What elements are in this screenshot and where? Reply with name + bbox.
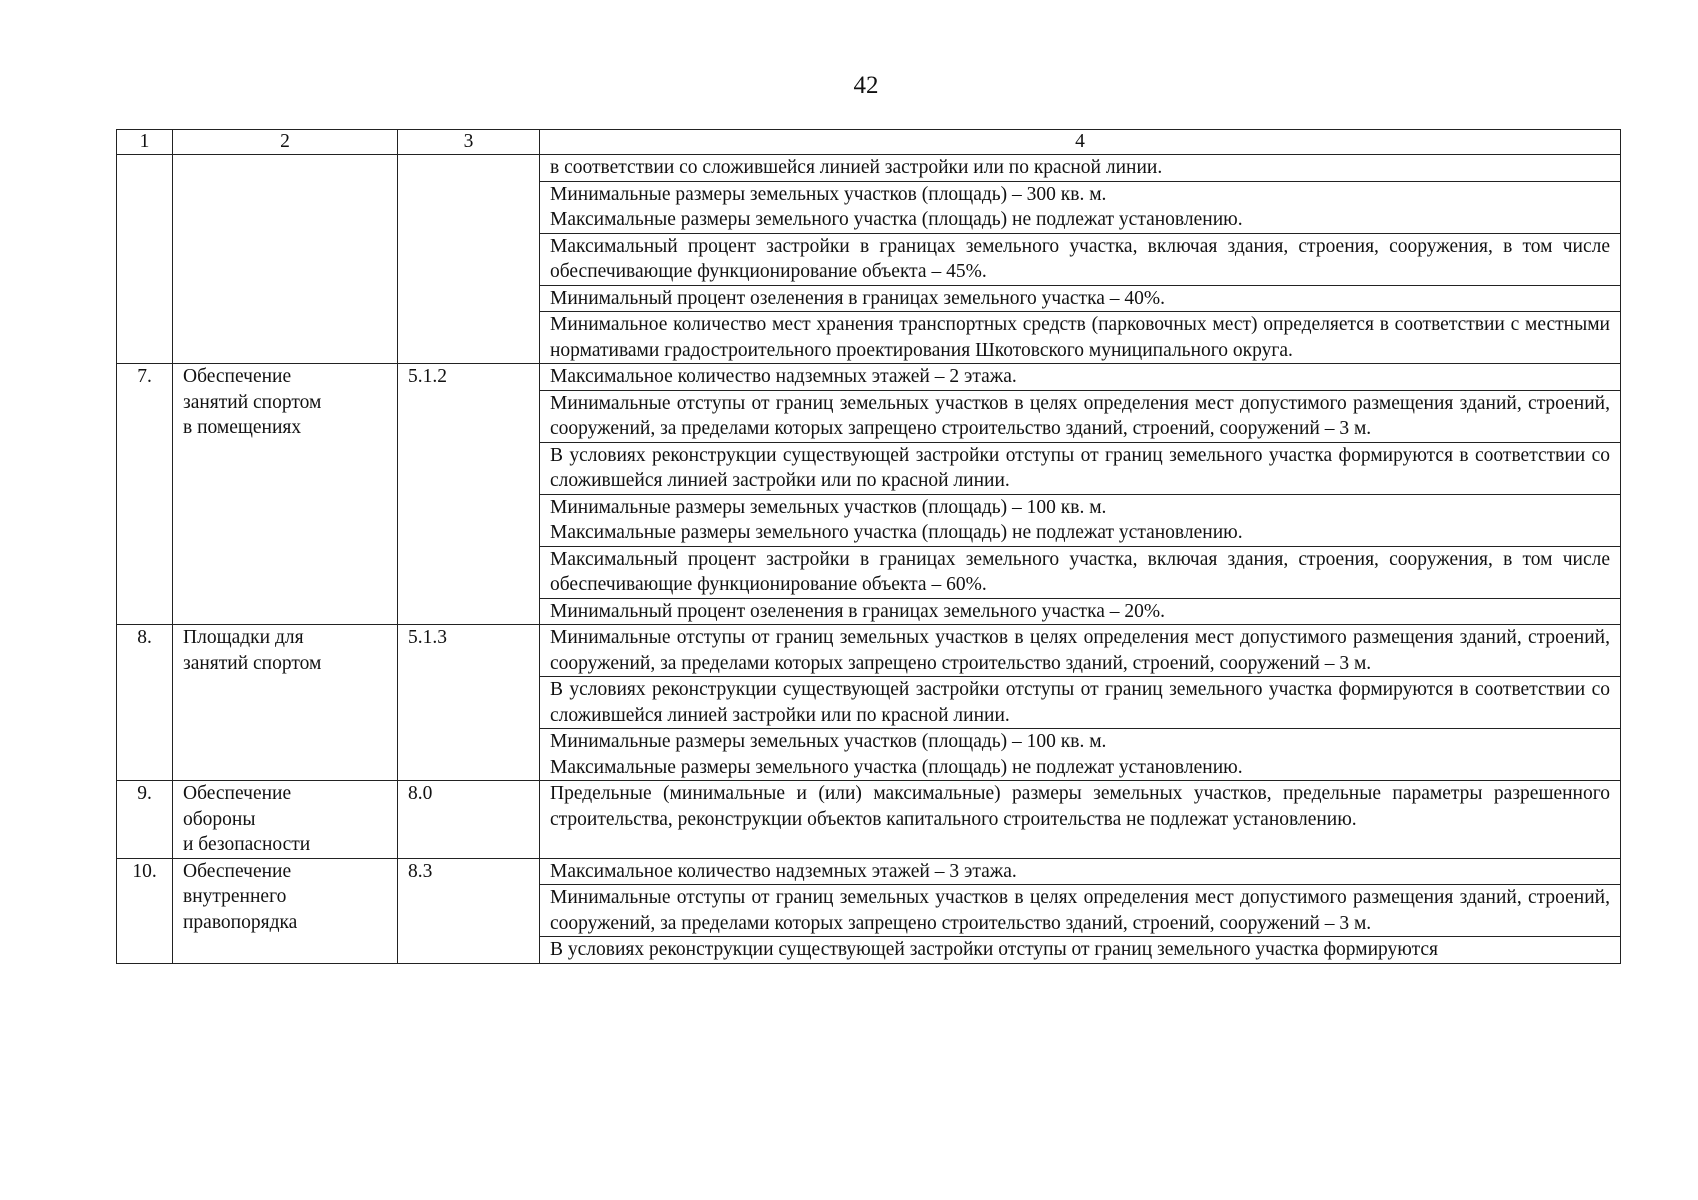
header-cell-3: 3	[398, 130, 540, 155]
use-type-code: 8.3	[398, 858, 540, 963]
parameter-cell	[540, 729, 1621, 781]
row-number: 9.	[117, 781, 173, 859]
row-number	[117, 155, 173, 364]
parameter-cell: Минимальные отступы от границ земельных участков в целях определения мест допустимого размещения зданий, строений, сооружений, за пределами которых запрещено строительство зданий, строений, сооружений – 3 м.	[540, 885, 1621, 937]
text-line: правопорядка	[183, 911, 298, 933]
parameter-cell: Минимальный процент озеленения в границах земельного участка – 20%.	[540, 598, 1621, 625]
text-line: Минимальные размеры земельных участков (площадь) – 300 кв. м.	[550, 183, 1107, 205]
use-type-code: 5.1.3	[398, 625, 540, 781]
use-type-code: 5.1.2	[398, 364, 540, 625]
parameter-cell: Минимальные отступы от границ земельных участков в целях определения мест допустимого размещения зданий, строений, сооружений, за пределами которых запрещено строительство зданий, строений, сооружений – 3 м.	[540, 390, 1621, 442]
parameter-cell	[540, 494, 1621, 546]
parameter-cell: Максимальное количество надземных этажей – 2 этажа.	[540, 364, 1621, 391]
table-body	[117, 130, 1621, 964]
parameter-cell: Максимальное количество надземных этажей – 3 этажа.	[540, 858, 1621, 885]
use-type-code	[398, 155, 540, 364]
text-line: занятий спортом	[183, 652, 322, 674]
row-number: 7.	[117, 364, 173, 625]
table-header-row	[117, 130, 1621, 155]
use-type-code: 8.0	[398, 781, 540, 859]
parameter-cell: Минимальные отступы от границ земельных участков в целях определения мест допустимого размещения зданий, строений, сооружений, за пределами которых запрещено строительство зданий, строений, сооружений – 3 м.	[540, 625, 1621, 677]
parameter-cell: Предельные (минимальные и (или) максимальные) размеры земельных участков, предельные параметры разрешенного строительства, реконструкции объектов капитального строительства не подлежат установлению.	[540, 781, 1621, 859]
table-row	[117, 781, 1621, 859]
parameter-cell: в соответствии со сложившейся линией застройки или по красной линии.	[540, 155, 1621, 182]
parameter-cell: Минимальный процент озеленения в границах земельного участка – 40%.	[540, 285, 1621, 312]
text-line: обороны	[183, 808, 256, 830]
use-type-name	[173, 364, 398, 625]
header-cell-2: 2	[173, 130, 398, 155]
text-line: Максимальные размеры земельного участка (площадь) не подлежат установлению.	[550, 209, 1243, 230]
table-row	[117, 364, 1621, 391]
text-line: Площадки для	[183, 627, 304, 648]
text-line: в помещениях	[183, 417, 302, 438]
use-type-name	[173, 858, 398, 963]
regulations-table	[116, 129, 1621, 964]
use-type-name	[173, 155, 398, 364]
use-type-name	[173, 781, 398, 859]
header-cell-4: 4	[540, 130, 1621, 155]
text-line: Обеспечение	[183, 860, 292, 882]
parameter-cell: В условиях реконструкции существующей застройки отступы от границ земельного участка формируются в соответствии со сложившейся линией застройки или по красной линии.	[540, 677, 1621, 729]
table-row	[117, 858, 1621, 885]
text-line: Максимальные размеры земельного участка (площадь) не подлежат установлению.	[550, 756, 1243, 778]
text-line: занятий спортом	[183, 391, 322, 413]
row-number: 10.	[117, 858, 173, 963]
parameter-cell: В условиях реконструкции существующей застройки отступы от границ земельного участка формируются	[540, 937, 1621, 964]
use-type-name	[173, 625, 398, 781]
header-cell-1: 1	[117, 130, 173, 155]
parameter-cell: Максимальный процент застройки в границах земельного участка, включая здания, строения, сооружения, в том числе обеспечивающие функционирование объекта – 60%.	[540, 546, 1621, 598]
text-line: Минимальные размеры земельных участков (площадь) – 100 кв. м.	[550, 731, 1107, 752]
text-line: Обеспечение	[183, 366, 292, 387]
row-number: 8.	[117, 625, 173, 781]
text-line: Минимальные размеры земельных участков (площадь) – 100 кв. м.	[550, 496, 1107, 518]
text-line: Максимальные размеры земельного участка (площадь) не подлежат установлению.	[550, 522, 1243, 543]
table-row	[117, 155, 1621, 182]
parameter-cell: Максимальный процент застройки в границах земельного участка, включая здания, строения, сооружения, в том числе обеспечивающие функционирование объекта – 45%.	[540, 233, 1621, 285]
text-line: Обеспечение	[183, 783, 292, 804]
text-line: и безопасности	[183, 834, 311, 855]
parameter-cell: В условиях реконструкции существующей застройки отступы от границ земельного участка формируются в соответствии со сложившейся линией застройки или по красной линии.	[540, 442, 1621, 494]
text-line: внутреннего	[183, 886, 287, 907]
table-row	[117, 625, 1621, 677]
parameter-cell: Минимальное количество мест хранения транспортных средств (парковочных мест) определяется в соответствии с местными нормативами градостроительного проектирования Шкотовского муниципального округа.	[540, 312, 1621, 364]
page-number: 42	[853, 72, 879, 99]
parameter-cell	[540, 181, 1621, 233]
